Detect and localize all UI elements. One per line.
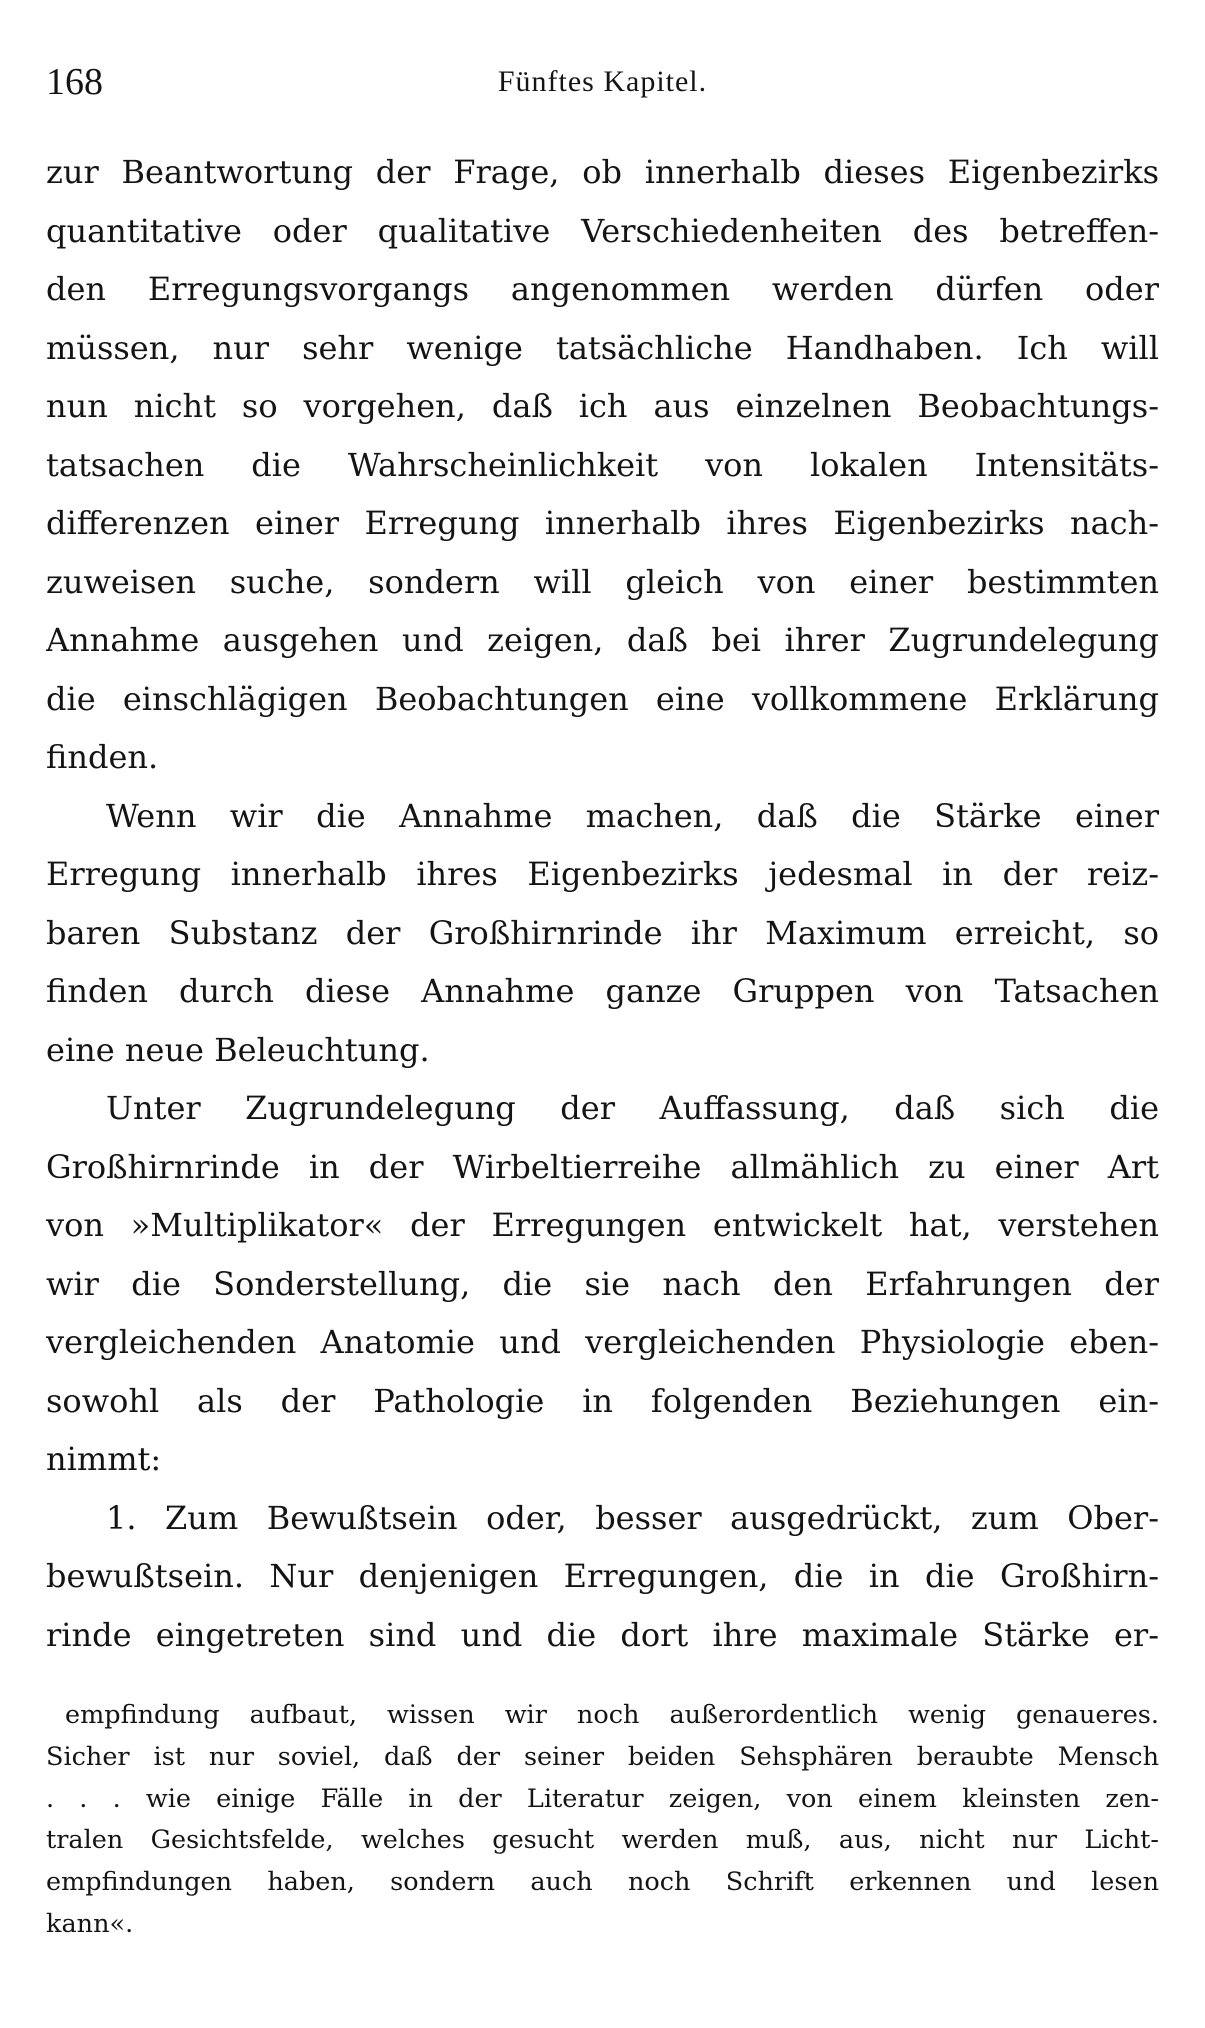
paragraph-3 <box>46 1079 1159 1489</box>
text-line: zuweisen suche, sondern will gleich von einer bestimmten <box>46 562 1159 601</box>
text-line: rinde eingetreten sind und die dort ihre maximale Stärke er- <box>46 1615 1159 1654</box>
text-line: Großhirnrinde in der Wirbeltierreihe allmählich zu einer Art <box>46 1147 1159 1186</box>
text-line: wir die Sonderstellung, die sie nach den Erfahrungen der <box>46 1264 1159 1303</box>
text-line: finden. <box>46 738 159 776</box>
footnote-line: empfindung aufbaut, wissen wir noch außerordentlich wenig genaueres. <box>65 1700 1159 1730</box>
footnote-line: kann«. <box>46 1908 134 1939</box>
text-line: Unter Zugrundelegung der Auffassung, daß sich die <box>106 1089 1159 1127</box>
text-line: bewußtsein. Nur denjenigen Erregungen, die in die Großhirn- <box>46 1557 1159 1595</box>
footnote-line: Sicher ist nur soviel, daß der seiner beiden Sehsphären beraubte Mensch <box>46 1741 1159 1772</box>
paragraph-1 <box>46 143 1159 787</box>
text-line: quantitative oder qualitative Verschiedenheiten des betreffen- <box>46 211 1159 250</box>
text-line: die einschlägigen Beobachtungen eine vollkommene Erklärung <box>46 679 1159 718</box>
paragraph-4 <box>46 1489 1159 1665</box>
text-line: nun nicht so vorgehen, daß ich aus einzelnen Beobachtungs- <box>46 387 1159 425</box>
footnote-line: empfindungen haben, sondern auch noch Schrift erkennen und lesen <box>46 1867 1159 1898</box>
paragraph-2 <box>46 787 1159 1080</box>
text-line: nimmt: <box>46 1440 162 1478</box>
text-line: differenzen einer Erregung innerhalb ihres Eigenbezirks nach- <box>46 504 1159 542</box>
text-line: eine neue Beleuchtung. <box>46 1030 430 1069</box>
text-line: den Erregungsvorgangs angenommen werden dürfen oder <box>46 270 1159 308</box>
text-line: Wenn wir die Annahme machen, daß die Stärke einer <box>106 796 1159 835</box>
footnote <box>46 1695 1159 1946</box>
text-line: finden durch diese Annahme ganze Gruppen von Tatsachen <box>46 972 1159 1010</box>
page-number: 168 <box>46 61 103 103</box>
text-line: müssen, nur sehr wenige tatsächliche Handhaben. Ich will <box>46 328 1159 367</box>
running-head <box>46 56 1159 108</box>
text-line: Annahme ausgehen und zeigen, daß bei ihrer Zugrundelegung <box>46 621 1159 659</box>
footnote-line: tralen Gesichtsfelde, welches gesucht werden muß, aus, nicht nur Licht- <box>46 1825 1159 1856</box>
text-line: 1. Zum Bewußtsein oder, besser ausgedrückt, zum Ober- <box>106 1498 1159 1537</box>
text-line: vergleichenden Anatomie und vergleichenden Physiologie eben- <box>46 1323 1159 1361</box>
chapter-title: Fünftes Kapitel. <box>497 65 708 98</box>
text-line: von »Multiplikator« der Erregungen entwickelt hat, verstehen <box>46 1206 1159 1244</box>
text-line: Erregung innerhalb ihres Eigenbezirks jedesmal in der reiz- <box>46 855 1159 893</box>
text-line: baren Substanz der Großhirnrinde ihr Maximum erreicht, so <box>46 913 1159 952</box>
text-line: sowohl als der Pathologie in folgenden Beziehungen ein- <box>46 1381 1159 1420</box>
footnote-line: . . . wie einige Fälle in der Literatur zeigen, von einem kleinsten zen- <box>46 1783 1159 1814</box>
text-line: zur Beantwortung der Frage, ob innerhalb dieses Eigenbezirks <box>46 153 1159 191</box>
main-text <box>46 143 1159 1664</box>
text-line: tatsachen die Wahrscheinlichkeit von lokalen Intensitäts- <box>46 445 1159 484</box>
